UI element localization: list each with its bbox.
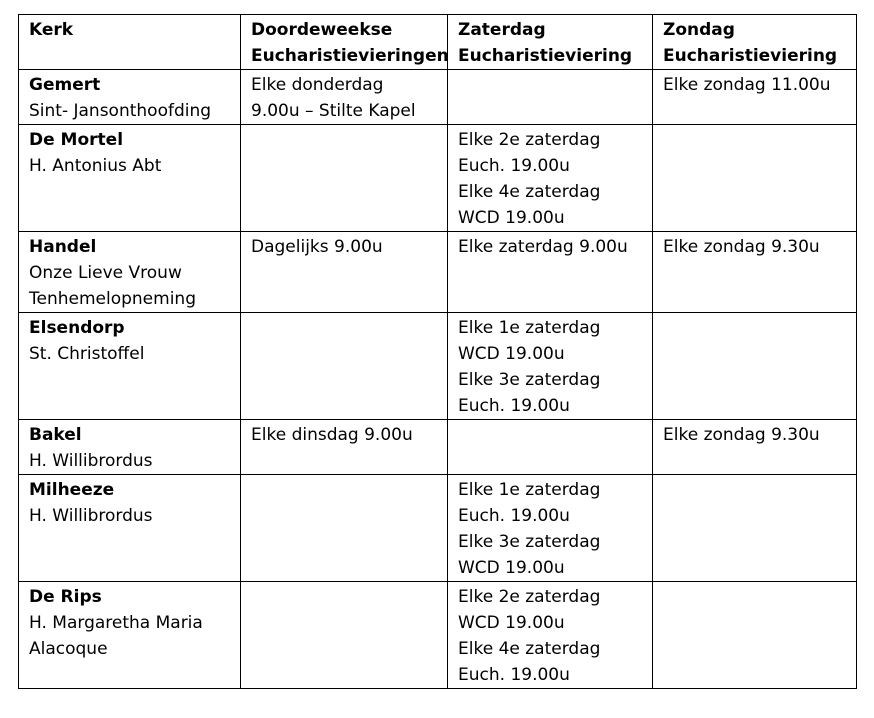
saturday-cell	[448, 420, 653, 475]
weekday-cell	[241, 582, 448, 689]
header-line: Doordeweekse	[251, 20, 393, 40]
weekday-cell	[241, 232, 448, 313]
schedule-line: Elke zondag 9.30u	[663, 237, 820, 257]
weekday-cell	[241, 70, 448, 125]
weekday-cell	[241, 475, 448, 582]
church-cell	[19, 475, 241, 582]
schedule-line: Elke 2e zaterdag	[458, 130, 601, 150]
schedule-line: Elke 2e zaterdag	[458, 587, 601, 607]
sunday-cell	[653, 232, 857, 313]
header-sunday	[653, 15, 857, 70]
church-patron: Sint- Jansonthoofding	[29, 101, 212, 121]
schedule-line: WCD 19.00u	[458, 613, 565, 633]
sunday-cell	[653, 70, 857, 125]
church-cell	[19, 420, 241, 475]
sunday-cell	[653, 313, 857, 420]
church-name: Milheeze	[29, 480, 115, 500]
schedule-line: Elke 1e zaterdag	[458, 480, 601, 500]
church-cell	[19, 582, 241, 689]
saturday-cell	[448, 232, 653, 313]
church-patron: H. Antonius Abt	[29, 156, 162, 176]
schedule-line: Elke 3e zaterdag	[458, 370, 601, 390]
table-row	[19, 420, 857, 475]
header-line: Eucharistieviering	[458, 46, 633, 66]
church-patron: Onze Lieve Vrouw	[29, 263, 182, 283]
schedule-line: Elke dinsdag 9.00u	[251, 425, 413, 445]
church-name: Gemert	[29, 75, 101, 95]
header-weekday	[241, 15, 448, 70]
saturday-cell	[448, 475, 653, 582]
church-patron: H. Willibrordus	[29, 506, 153, 526]
church-name: Handel	[29, 237, 97, 257]
table-row	[19, 313, 857, 420]
church-cell	[19, 232, 241, 313]
saturday-cell	[448, 582, 653, 689]
table-row	[19, 232, 857, 313]
church-patron: H. Willibrordus	[29, 451, 153, 471]
header-church	[19, 15, 241, 70]
sunday-cell	[653, 475, 857, 582]
schedule-line: Elke zaterdag 9.00u	[458, 237, 628, 257]
schedule-line: WCD 19.00u	[458, 344, 565, 364]
table-row	[19, 125, 857, 232]
church-name: Bakel	[29, 425, 82, 445]
church-name: Elsendorp	[29, 318, 125, 338]
schedule-line: Euch. 19.00u	[458, 156, 570, 176]
header-saturday	[448, 15, 653, 70]
sunday-cell	[653, 420, 857, 475]
schedule-line: 9.00u – Stilte Kapel	[251, 101, 416, 121]
church-patron: St. Christoffel	[29, 344, 145, 364]
header-line: Eucharistievieringen	[251, 46, 449, 66]
weekday-cell	[241, 313, 448, 420]
weekday-cell	[241, 420, 448, 475]
table-row	[19, 70, 857, 125]
schedule-line: WCD 19.00u	[458, 558, 565, 578]
church-patron: Alacoque	[29, 639, 108, 659]
schedule-line: Elke 1e zaterdag	[458, 318, 601, 338]
header-row	[19, 15, 857, 70]
schedule-line: Euch. 19.00u	[458, 396, 570, 416]
saturday-cell	[448, 125, 653, 232]
schedule-line: Elke 4e zaterdag	[458, 639, 601, 659]
header-line: Kerk	[29, 20, 74, 40]
table-row	[19, 475, 857, 582]
header-line: Eucharistieviering	[663, 46, 838, 66]
schedule-line: Elke zondag 9.30u	[663, 425, 820, 445]
schedule-table	[18, 14, 857, 689]
church-patron: H. Margaretha Maria	[29, 613, 203, 633]
schedule-line: Dagelijks 9.00u	[251, 237, 383, 257]
church-cell	[19, 70, 241, 125]
schedule-line: WCD 19.00u	[458, 208, 565, 228]
header-line: Zondag	[663, 20, 735, 40]
schedule-line: Elke 4e zaterdag	[458, 182, 601, 202]
schedule-line: Elke 3e zaterdag	[458, 532, 601, 552]
table-row	[19, 582, 857, 689]
schedule-line: Euch. 19.00u	[458, 665, 570, 685]
church-name: De Rips	[29, 587, 102, 607]
church-cell	[19, 125, 241, 232]
schedule-line: Elke donderdag	[251, 75, 384, 95]
saturday-cell	[448, 70, 653, 125]
schedule-line: Elke zondag 11.00u	[663, 75, 831, 95]
sunday-cell	[653, 582, 857, 689]
church-name: De Mortel	[29, 130, 124, 150]
schedule-line: Euch. 19.00u	[458, 506, 570, 526]
header-line: Zaterdag	[458, 20, 546, 40]
church-patron: Tenhemelopneming	[29, 289, 196, 309]
weekday-cell	[241, 125, 448, 232]
sunday-cell	[653, 125, 857, 232]
saturday-cell	[448, 313, 653, 420]
church-cell	[19, 313, 241, 420]
